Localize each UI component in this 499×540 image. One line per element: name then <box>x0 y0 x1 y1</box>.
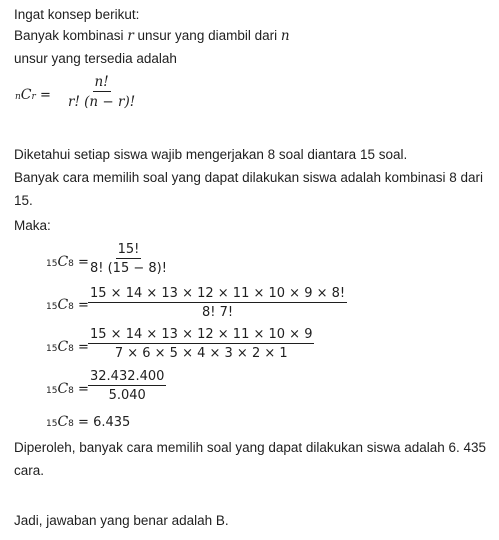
step-2-denominator: 8! 7! <box>202 305 234 320</box>
step-2-sub-post: 8 <box>68 302 74 312</box>
step-3-numerator: 15 × 14 × 13 × 12 × 11 × 10 × 9 <box>90 327 313 342</box>
step-2-lhs <box>46 297 89 313</box>
conclusion-paragraph <box>14 436 489 482</box>
step-1-equals: = <box>78 255 89 270</box>
step-1-sub-pre: 15 <box>46 259 58 269</box>
formula-equals: = <box>39 88 51 103</box>
formula-lhs <box>15 87 51 103</box>
step-2-sub-pre: 15 <box>46 302 58 312</box>
step-5-c: C <box>57 414 69 430</box>
step-2-equals: = <box>78 298 89 313</box>
step-4-lhs <box>46 381 89 397</box>
step-4-fraction <box>88 369 166 403</box>
step-2-fraction <box>88 286 347 320</box>
variable-n: n <box>280 28 290 44</box>
step-4-sub-pre: 15 <box>46 386 58 396</box>
step-3-denominator: 7 × 6 × 5 × 4 × 3 × 2 × 1 <box>114 346 288 361</box>
step-5-result: 6.435 <box>93 415 131 430</box>
maka-label <box>14 218 51 233</box>
step-1-numerator: 15! <box>117 242 140 257</box>
step-3-equals: = <box>78 340 89 355</box>
problem-paragraph-2 <box>14 166 489 212</box>
step-4-denominator: 5.040 <box>108 388 146 403</box>
step-5-sub-pre: 15 <box>46 419 58 429</box>
step-4-sub-post: 8 <box>68 386 74 396</box>
step-3-sub-pre: 15 <box>46 344 58 354</box>
conclusion-text: Diperoleh, banyak cara memilih soal yang dapat dilakukan siswa adalah 6. 435 cara. <box>14 440 487 478</box>
answer-line <box>14 513 229 528</box>
step-1-c: C <box>57 254 69 270</box>
problem-line-2: Banyak cara memilih soal yang dapat dilakukan siswa adalah kombinasi 8 dari 15. <box>14 170 484 208</box>
formula-sub-n: n <box>15 92 21 102</box>
intro-line-2 <box>14 28 290 44</box>
step-2-c: C <box>57 297 69 313</box>
maka-text: Maka: <box>14 218 51 233</box>
step-1-sub-post: 8 <box>68 259 74 269</box>
step-5-lhs <box>46 414 130 430</box>
intro-line-1-text: Ingat konsep berikut: <box>14 7 140 22</box>
intro-line-2-pre: Banyak kombinasi <box>14 28 128 43</box>
step-3-sub-post: 8 <box>68 344 74 354</box>
step-3-lhs <box>46 339 89 355</box>
formula-c: C <box>20 87 32 103</box>
step-1-lhs <box>46 254 89 270</box>
formula-fraction <box>66 74 137 110</box>
step-4-c: C <box>57 381 69 397</box>
formula-numerator: n! <box>94 74 109 90</box>
step-4-equals: = <box>78 382 89 397</box>
step-1-fraction <box>88 242 169 276</box>
formula-sub-r: r <box>31 92 36 102</box>
intro-line-3-text: unsur yang tersedia adalah <box>14 51 177 66</box>
answer-text: Jadi, jawaban yang benar adalah B. <box>14 513 229 528</box>
intro-line-2-mid: unsur yang diambil dari <box>133 28 281 43</box>
step-1-denominator: 8! (15 − 8)! <box>90 261 167 276</box>
intro-line-3 <box>14 51 177 66</box>
step-3-c: C <box>57 339 69 355</box>
problem-paragraph-1 <box>14 143 492 166</box>
step-3-fraction <box>88 327 314 361</box>
formula-denominator: r! (n − r)! <box>68 94 136 110</box>
step-5-equals: = <box>78 415 89 430</box>
step-2-numerator: 15 × 14 × 13 × 12 × 11 × 10 × 9 × 8! <box>90 286 346 301</box>
step-5-sub-post: 8 <box>68 419 74 429</box>
intro-line-1 <box>14 7 139 22</box>
variable-r: r <box>127 28 134 44</box>
step-4-numerator: 32.432.400 <box>90 369 165 384</box>
problem-line-1: Diketahui setiap siswa wajib mengerjakan 8 soal diantara 15 soal. <box>14 147 408 162</box>
